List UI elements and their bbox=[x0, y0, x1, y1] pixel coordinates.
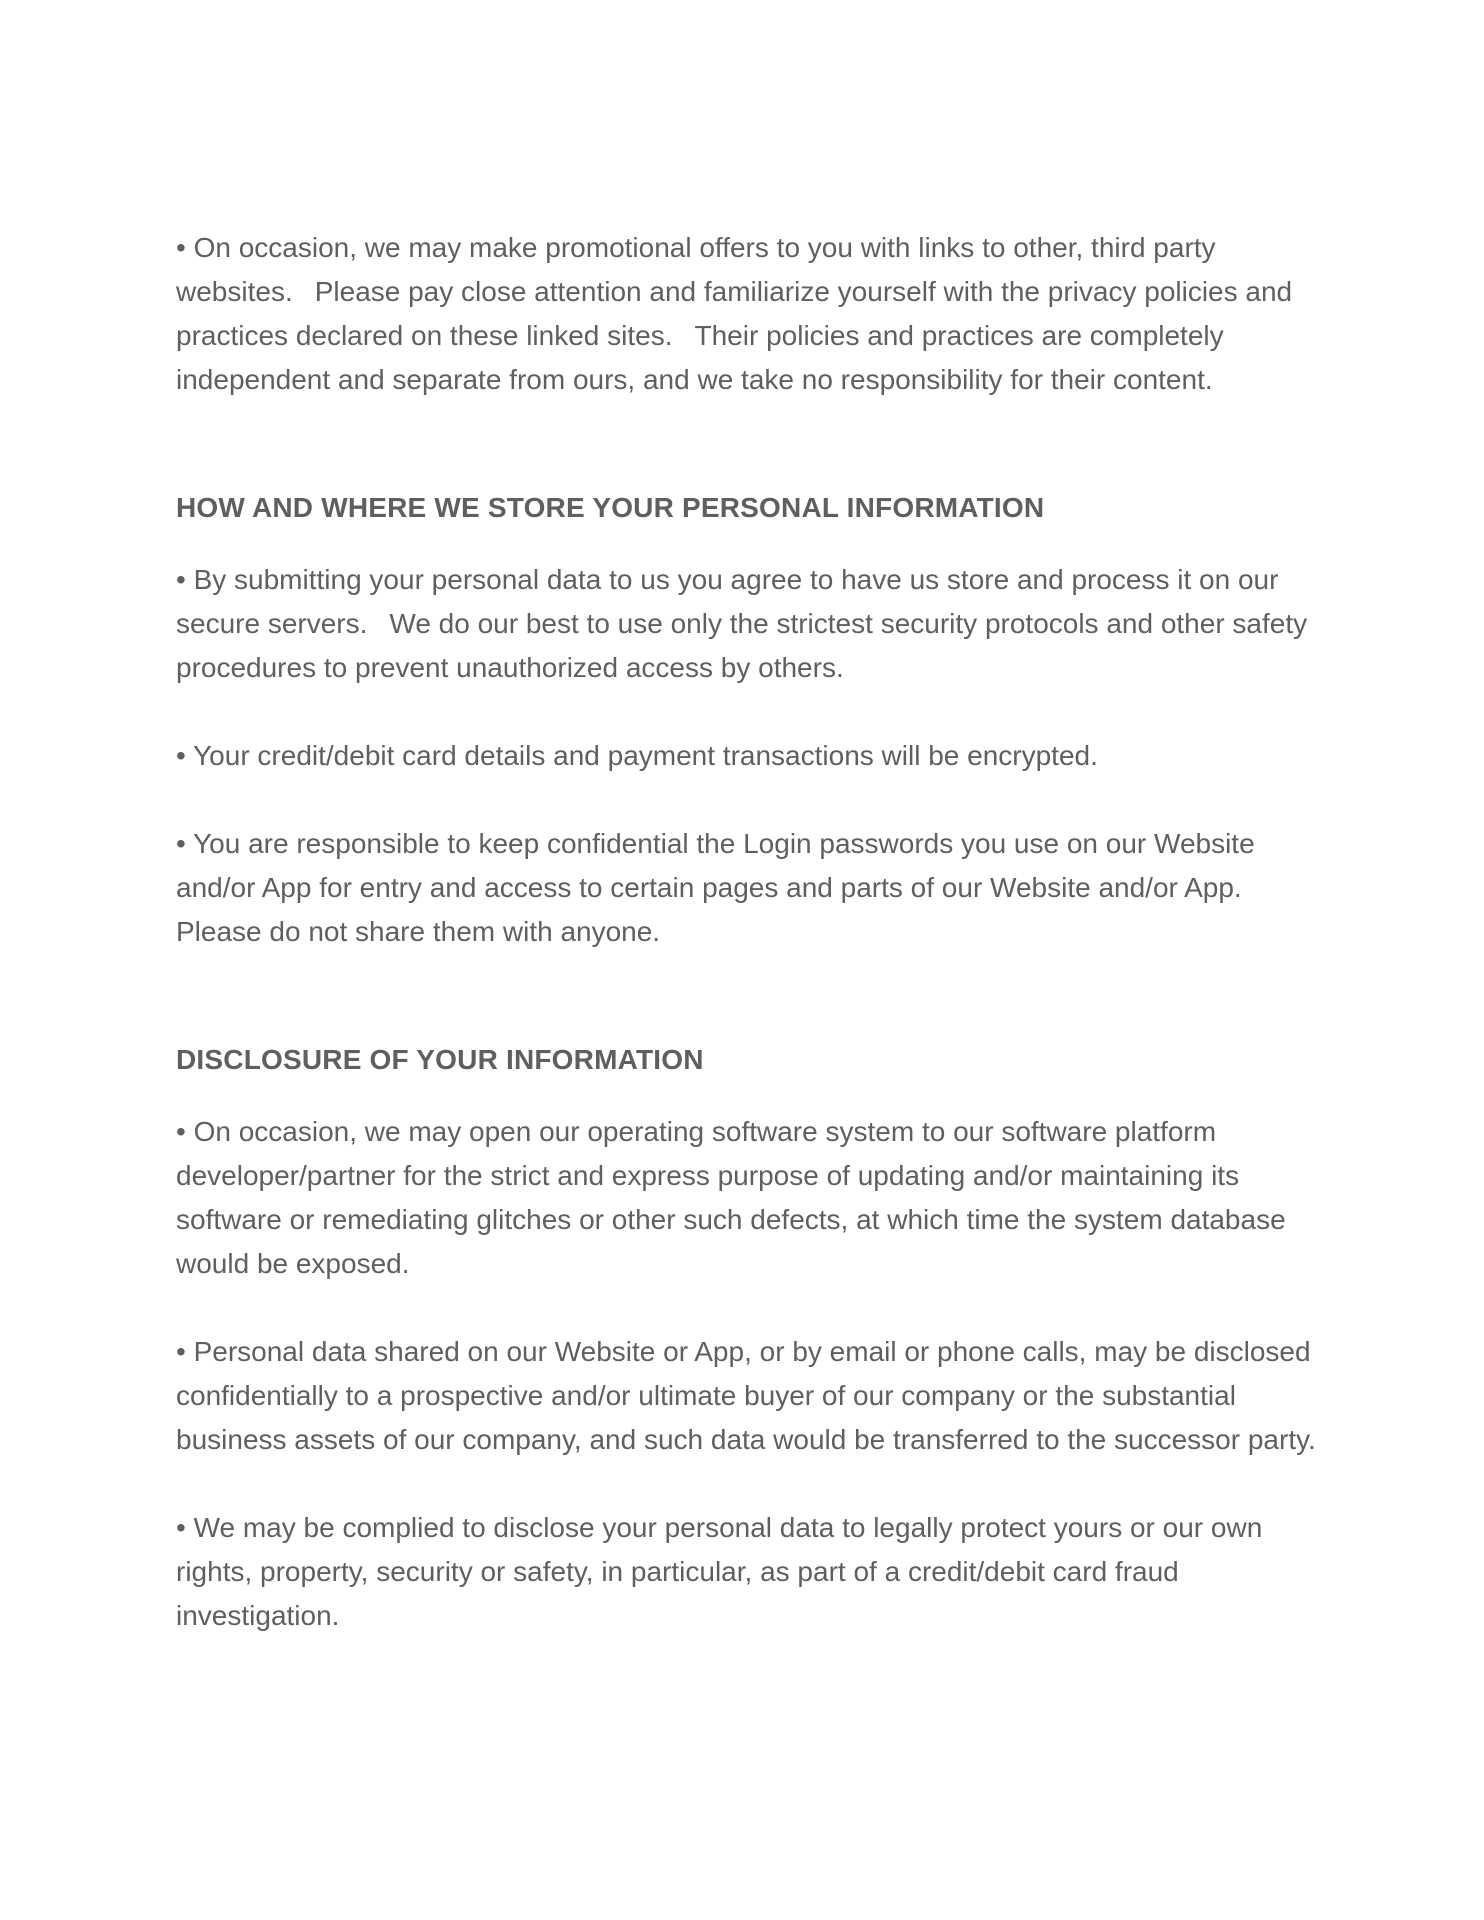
storage-paragraph-1 bbox=[176, 558, 1326, 690]
storage-sentence-2: We do our best to use only the strictest security protocols and other safety procedures to prevent unauthorized access by others. bbox=[176, 608, 1308, 683]
section-heading-storage: HOW AND WHERE WE STORE YOUR PERSONAL INFORMATION bbox=[176, 492, 1045, 523]
storage-sentence-1: • By submitting your personal data to us you agree to have us store and process it on our secure servers. bbox=[176, 564, 1279, 639]
section-heading-disclosure: DISCLOSURE OF YOUR INFORMATION bbox=[176, 1044, 704, 1075]
disclosure-paragraph-3: • We may be complied to disclose your personal data to legally protect yours or our own rights, property, security or safety, in particular, as part of a credit/debit card fraud investigation. bbox=[176, 1512, 1263, 1631]
intro-paragraph bbox=[176, 226, 1326, 402]
intro-sentence-3: Their policies and practices are completely independent and separate from ours, and we take no responsibility for their content. bbox=[176, 320, 1224, 395]
intro-sentence-2: Please pay close attention and familiarize yourself with the privacy policies and practices declared on these linked sites. bbox=[176, 276, 1293, 351]
disclosure-paragraph-2: • Personal data shared on our Website or App, or by email or phone calls, may be disclosed confidentially to a prospective and/or ultimate buyer of our company or the substantial business assets of our company, and such data would be transferred to the successor party. bbox=[176, 1336, 1316, 1455]
disclosure-paragraph-1: • On occasion, we may open our operating software system to our software platform developer/partner for the strict and express purpose of updating and/or maintaining its software or remediating glitches or other such defects, at which time the system database would be exposed. bbox=[176, 1116, 1286, 1279]
document-body bbox=[176, 226, 1326, 1638]
storage-paragraph-2: • Your credit/debit card details and payment transactions will be encrypted. bbox=[176, 740, 1098, 771]
storage-paragraph-3: • You are responsible to keep confidential the Login passwords you use on our Website and/or App for entry and access to certain pages and parts of our Website and/or App. Please do not share them with anyone. bbox=[176, 828, 1255, 947]
intro-sentence-1: • On occasion, we may make promotional offers to you with links to other, third party websites. bbox=[176, 232, 1216, 307]
